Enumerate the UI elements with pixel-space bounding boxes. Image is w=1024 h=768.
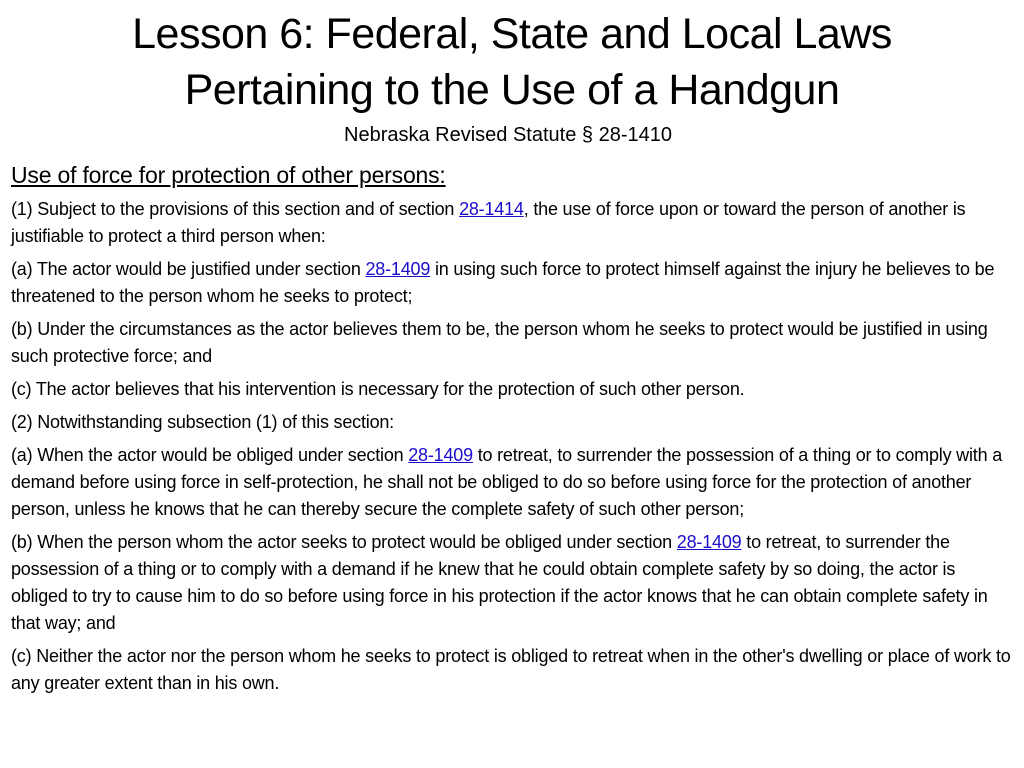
paragraph-1a-text-before: (a) The actor would be justified under section — [11, 259, 366, 279]
slide-title-line-1: Lesson 6: Federal, State and Local Laws — [132, 10, 892, 58]
paragraph-2: (2) Notwithstanding subsection (1) of this section: — [11, 412, 394, 432]
statute-subtitle: Nebraska Revised Statute § 28-1410 — [344, 124, 672, 146]
paragraph-2a — [11, 442, 1011, 523]
paragraph-2c: (c) Neither the actor nor the person whom he seeks to protect is obliged to retreat when in the other's dwelling or place of work to any greater extent than in his own. — [11, 646, 1011, 693]
paragraph-2a-text-after: to retreat, to surrender the possession of a thing or to comply with a demand before using force in self-protection, he shall not be obliged to do so before using force for the protection of another person, unless he knows that he can thereby secure the complete safety of such other person; — [11, 445, 1003, 519]
paragraph-1a — [11, 256, 1011, 310]
paragraph-2a-text-before: (a) When the actor would be obliged under section — [11, 445, 409, 465]
section-link-28-1414[interactable]: 28-1414 — [459, 199, 524, 219]
section-link-28-1409[interactable]: 28-1409 — [365, 259, 431, 279]
section-heading: Use of force for protection of other persons: — [11, 162, 446, 188]
section-link-28-1409[interactable]: 28-1409 — [408, 445, 473, 465]
paragraph-1c: (c) The actor believes that his intervention is necessary for the protection of such other person. — [11, 379, 745, 399]
statute-body — [11, 160, 1011, 703]
slide-title-line-2: Pertaining to the Use of a Handgun — [184, 66, 840, 114]
section-link-28-1409[interactable]: 28-1409 — [676, 532, 742, 552]
paragraph-1b: (b) Under the circumstances as the actor believes them to be, the person whom he seeks to protect would be justified in using such protective force; and — [11, 319, 988, 366]
paragraph-2b — [11, 529, 1011, 637]
paragraph-1-text-before: (1) Subject to the provisions of this section and of section — [11, 199, 460, 219]
paragraph-2b-text-before: (b) When the person whom the actor seeks to protect would be obliged under section — [11, 532, 677, 552]
slide-title — [60, 6, 964, 118]
paragraph-1-text-after: , the use of force upon or toward the person of another is justifiable to protect a third person when: — [11, 199, 966, 246]
paragraph-1a-text-after: in using such force to protect himself against the injury he believes to be threatened to the person whom he seeks to protect; — [11, 259, 995, 306]
paragraph-2b-text-after: to retreat, to surrender the possession of a thing or to comply with a demand if he knew that he could obtain complete safety by so doing, the actor is obliged to try to cause him to do so before using force in his protection if the actor knows that he can obtain complete safety in that way; and — [11, 532, 988, 633]
paragraph-1 — [11, 196, 1011, 250]
